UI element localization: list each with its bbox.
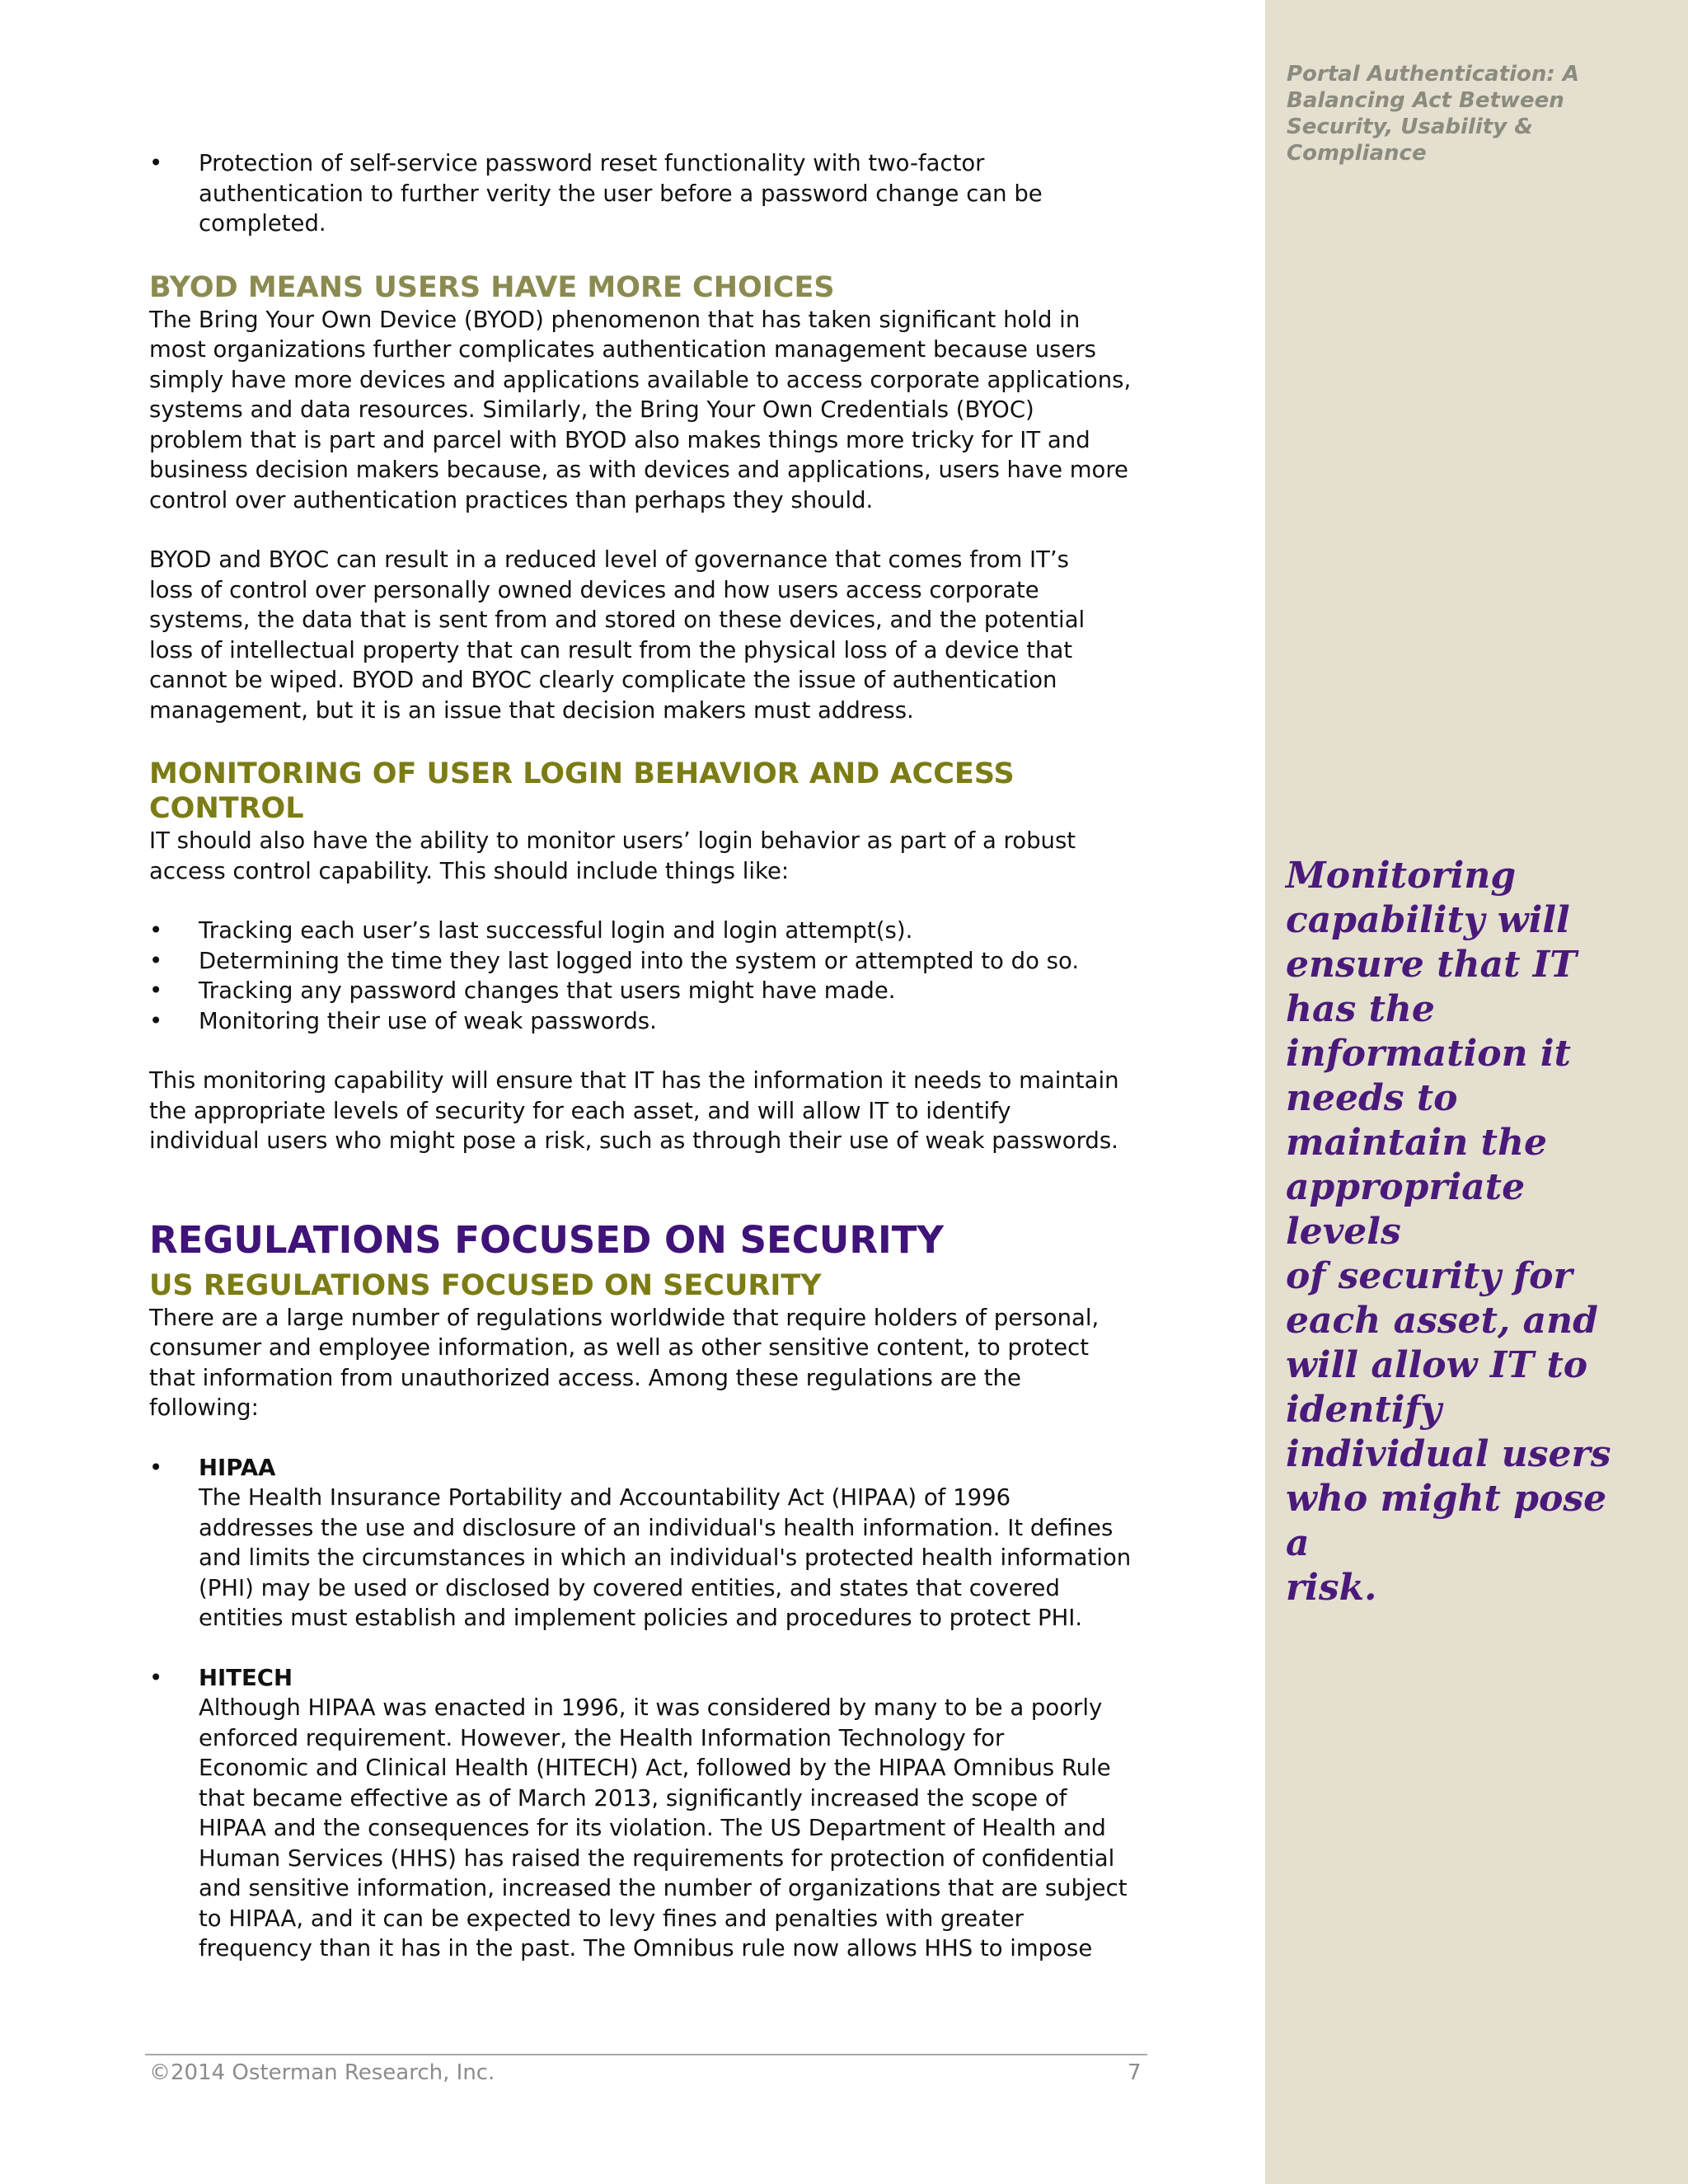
- list-item: [149, 946, 1138, 977]
- list-item-text: Protection of self-service password reset functionality with two-factor authentication to further verity the user before a password change can be completed.: [199, 150, 1043, 237]
- byod-paragraph-1: The Bring Your Own Device (BYOD) phenomenon that has taken significant hold in most organizations further complicates authentication management because users simply have more devices and applications available to access corporate applications, systems and data resources. Similarly, the Bring Your Own Credentials (BYOC) problem that is part and parcel with BYOD also makes things more tricky for IT and business decision makers because, as with devices and applications, users have more control over authentication practices than perhaps they should.: [149, 306, 1132, 513]
- list-item: [149, 976, 1138, 1006]
- main-content: [149, 148, 1138, 1964]
- list-item: [149, 1006, 1138, 1037]
- list-item-text: Tracking each user’s last successful login and login attempt(s).: [199, 917, 913, 944]
- monitoring-intro: IT should also have the ability to monitor users’ login behavior as part of a robust access control capability. This should include things like:: [149, 827, 1076, 884]
- regulation-description: The Health Insurance Portability and Accountability Act (HIPAA) of 1996 addresses the use and disclosure of an individual's health information. It defines and limits the circumstances in which an individual's protected health information (PHI) may be used or disclosed by covered entities, and states that covered entities must establish and implement policies and procedures to protect PHI.: [199, 1484, 1132, 1631]
- bullet-marker: •: [149, 1664, 163, 1691]
- monitoring-closing: This monitoring capability will ensure that IT has the information it needs to maintain the appropriate levels of security for each asset, and will allow IT to identify individual users who might pose a risk, such as through their use of weak passwords.: [149, 1067, 1119, 1154]
- intro-bullet-list: [149, 148, 1138, 239]
- list-item-text: Monitoring their use of weak passwords.: [199, 1007, 657, 1034]
- byod-heading: BYOD MEANS USERS HAVE MORE CHOICES: [149, 270, 835, 304]
- list-item-text: Tracking any password changes that users might have made.: [199, 977, 896, 1004]
- bullet-marker: •: [149, 977, 163, 1004]
- regulation-description: Although HIPAA was enacted in 1996, it was considered by many to be a poorly enforced requirement. However, the Health Information Technology for Economic and Clinical Health (HITECH) Act, followed by the HIPAA Omnibus Rule that became effective as of March 2013, significantly increased the scope of HIPAA and the consequences for its violation. The US Department of Health and Human Services (HHS) has raised the requirements for protection of confidential and sensitive information, increased the number of organizations that are subject to HIPAA, and it can be expected to levy fines and penalties with greater frequency than it has in the past. The Omnibus rule now allows HHS to impose: [199, 1694, 1128, 1961]
- list-item-text: Determining the time they last logged into the system or attempted to do so.: [199, 947, 1080, 974]
- footer-divider: [145, 2054, 1147, 2055]
- monitoring-list: [149, 916, 1138, 1036]
- bullet-marker: •: [149, 1454, 163, 1481]
- footer-copyright: ©2014 Osterman Research, Inc.: [149, 2060, 495, 2085]
- list-item: [149, 916, 1138, 946]
- list-item: [149, 1453, 1138, 1633]
- bullet-marker: •: [149, 917, 163, 944]
- bullet-marker: •: [149, 150, 163, 176]
- regulation-label: HIPAA: [199, 1454, 276, 1481]
- regulation-label: HITECH: [199, 1664, 293, 1691]
- list-item: [149, 148, 1138, 239]
- regulations-heading: REGULATIONS FOCUSED ON SECURITY: [149, 1217, 945, 1262]
- regulations-list: [149, 1453, 1138, 1964]
- regulations-intro: There are a large number of regulations worldwide that require holders of personal, consumer and employee information, as well as other sensitive content, to protect that information from unauthorized access. Among these regulations are the following:: [149, 1304, 1100, 1421]
- bullet-marker: •: [149, 1007, 163, 1034]
- us-regulations-subheading: US REGULATIONS FOCUSED ON SECURITY: [149, 1268, 822, 1302]
- monitoring-heading: MONITORING OF USER LOGIN BEHAVIOR AND ACCESS CONTROL: [149, 757, 1015, 825]
- bullet-marker: •: [149, 947, 163, 974]
- byod-paragraph-2: BYOD and BYOC can result in a reduced level of governance that comes from IT’s loss of control over personally owned devices and how users access corporate systems, the data that is sent from and stored on these devices, and the potential loss of intellectual property that can result from the physical loss of a device that cannot be wiped. BYOD and BYOC clearly complicate the issue of authentication management, but it is an issue that decision makers must address.: [149, 546, 1085, 724]
- list-item: [149, 1663, 1138, 1964]
- document-title: Portal Authentication: A Balancing Act Between Security, Usability & Compliance: [1287, 62, 1579, 166]
- page-number: 7: [1128, 2060, 1142, 2085]
- pull-quote: Monitoring capability will ensure that IT has the information it needs to maintain the appropriate levels of security for each asset, and will allow IT to identify individual users who might pose a risk.: [1286, 855, 1611, 1609]
